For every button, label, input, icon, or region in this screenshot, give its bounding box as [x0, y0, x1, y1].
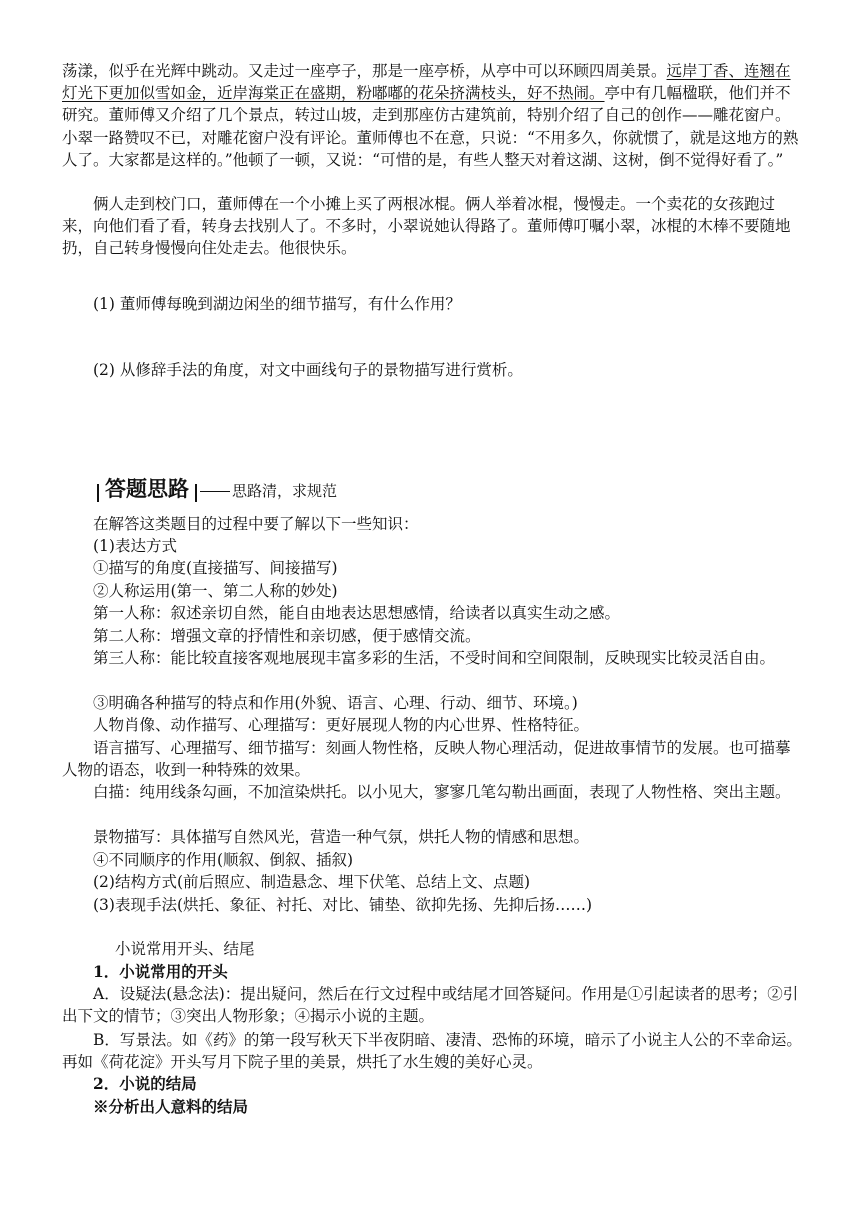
content-line: (2)结构方式(前后照应、制造悬念、埋下伏笔、总结上文、点题) [93, 873, 531, 891]
section-header [96, 476, 337, 502]
content-line: (1)表达方式 [93, 537, 177, 555]
underlined-sentence: 远岸丁香、连翘在灯光下更加似雪如金，近岸海棠正在盛期，粉嘟嘟的花朵挤满枝头，好不热闹。 [62, 62, 791, 103]
question-2: (2) 从修辞手法的角度，对文中画线句子的景物描写进行赏析。 [93, 361, 523, 379]
content-line: 第二人称：增强文章的抒情性和亲切感，便于感情交流。 [93, 627, 481, 645]
passage-paragraph-2: 俩人走到校门口，董师傅在一个小摊上买了两根冰棍。俩人举着冰棍，慢慢走。一个卖花的女孩跑过来，向他们看了看，转身去找别人了。不多时，小翠说她认得路了。董师傅叮嘱小翠，冰棍的木棒不要随地扔，自己转身慢慢向住处走去。他很快乐。 [62, 195, 791, 258]
content-line: 语言描写、心理描写、细节描写：刻画人物性格，反映人物心理活动，促进故事情节的发展。也可描摹人物的语态，收到一种特殊的效果。 [62, 739, 791, 780]
section-subtitle [200, 480, 337, 502]
passage-text: 荡漾，似乎在光辉中跳动。又走过一座亭子，那是一座亭桥，从亭中可以环顾四周美景。 [62, 62, 667, 80]
content-line: 第一人称：叙述亲切自然，能自由地表达思想感情，给读者以真实生动之感。 [93, 604, 621, 622]
content-line: ②人称运用(第一、第二人称的妙处) [93, 582, 338, 600]
novel-item-b: B．写景法。如《药》的第一段写秋天下半夜阴暗、凄清、恐怖的环境，暗示了小说主人公的不幸命运。再如《荷花淀》开头写月下院子里的美景，烘托了水生嫂的美好心灵。 [62, 1031, 802, 1072]
content-line: (3)表现手法(烘托、象征、衬托、对比、铺垫、欲抑先扬、先抑后扬……) [93, 896, 593, 914]
novel-subheading-1: 1．小说常用的开头 [93, 962, 228, 981]
content-line: ④不同顺序的作用(顺叙、倒叙、插叙) [93, 851, 354, 869]
header-bar-icon [195, 484, 197, 502]
novel-subheading-3: ※分析出人意料的结局 [93, 1097, 249, 1116]
header-bar-icon [97, 484, 99, 502]
novel-heading: 小说常用开头、结尾 [115, 940, 255, 958]
content-line: 人物肖像、动作描写、心理描写：更好展现人物的内心世界、性格特征。 [93, 716, 590, 734]
content-intro: 在解答这类题目的过程中要了解以下一些知识： [93, 515, 419, 533]
content-line: 景物描写：具体描写自然风光，营造一种气氛，烘托人物的情感和思想。 [93, 828, 590, 846]
content-line: 白描：纯用线条勾画，不加渲染烘托。以小见大，寥寥几笔勾勒出画面，表现了人物性格、突出主题。 [93, 783, 791, 801]
section-subtitle-text: 思路清，求规范 [232, 482, 338, 500]
content-line: 第三人称：能比较直接客观地展现丰富多彩的生活，不受时间和空间限制，反映现实比较灵活自由。 [93, 649, 776, 667]
content-line: ③明确各种描写的特点和作用(外貌、语言、心理、行动、细节、环境。) [93, 694, 578, 712]
passage-paragraph-1 [62, 60, 802, 171]
header-dash [200, 491, 230, 492]
content-line: ①描写的角度(直接描写、间接描写) [93, 559, 338, 577]
passage-text-continued: 亭中有几幅楹联，他们并不研究。董师傅又介绍了几个景点，转过山坡，走到那座仿古建筑前，特别介绍了自己的创作——雕花窗户。小翠一路赞叹不已，对雕花窗户没有评论。董师傅也不在意，只说：“不用多久，你就惯了，就是这地方的熟人了。大家都是这样的。”他顿了一顿，又说：“可惜的是，有些人整天对着这湖、这树，倒不觉得好看了。” [62, 84, 799, 169]
section-title: 答题思路 [105, 477, 189, 501]
question-1: (1) 董师傅每晚到湖边闲坐的细节描写，有什么作用？ [93, 295, 461, 313]
novel-subheading-2: 2．小说的结局 [93, 1074, 197, 1093]
novel-item-a: A．设疑法(悬念法)：提出疑问，然后在行文过程中或结尾才回答疑问。作用是①引起读者的思考；②引出下文的情节；③突出人物形象；④揭示小说的主题。 [62, 985, 799, 1026]
